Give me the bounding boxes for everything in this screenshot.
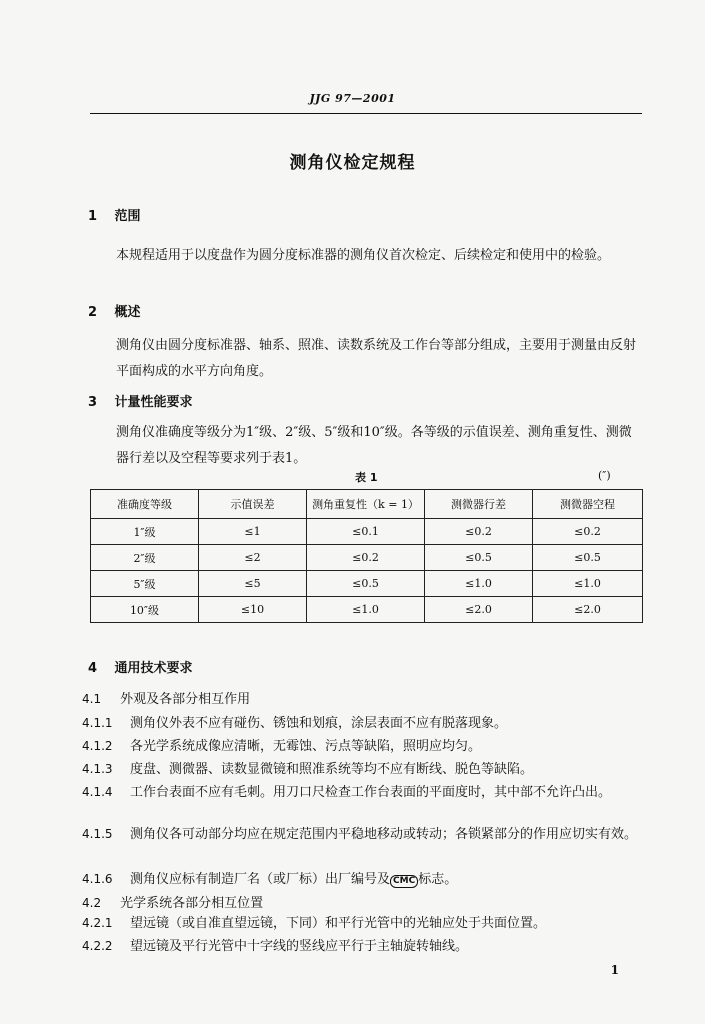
section-1-heading — [88, 205, 141, 224]
item-number: 4.2.2 — [82, 939, 113, 953]
subsection-number: 4.1 — [82, 692, 102, 706]
table-row — [91, 519, 643, 545]
section-1-text — [88, 243, 644, 269]
page-title: 测角仪检定规程 — [289, 153, 416, 173]
item-4-1-4 — [82, 782, 644, 803]
subsection-title: 外观及各部分相互作用 — [120, 692, 251, 707]
table-cell: ≤1.0 — [307, 597, 425, 623]
item-4-1-2 — [82, 736, 644, 757]
section-2-heading — [88, 301, 141, 320]
table-row — [91, 571, 643, 597]
paragraph: 测角仪由圆分度标准器、轴系、照准、读数系统及工作台等部分组成，主要用于测量由反射平面构成的水平方向角度。 — [116, 338, 637, 379]
header-cell: 示值误差 — [199, 490, 307, 519]
item-text: 望远镜及平行光管中十字线的竖线应平行于主轴旋转轴线。 — [130, 939, 469, 954]
subsection-4-1 — [82, 688, 250, 707]
requirements-table — [90, 489, 643, 623]
item-4-1-5 — [82, 824, 644, 845]
section-number: 4 — [88, 661, 98, 676]
section-4-heading — [88, 657, 193, 676]
item-text: 测角仪应标有制造厂名（或厂标）出厂编号及 — [130, 872, 391, 887]
header-cell: 测微器空程 — [533, 490, 643, 519]
running-header: JJG 97—2001 — [309, 92, 396, 105]
section-3-text — [88, 420, 644, 472]
header-cell: 测微器行差 — [425, 490, 533, 519]
subsection-title: 光学系统各部分相互位置 — [120, 896, 264, 911]
item-4-2-1 — [82, 913, 644, 934]
item-number: 4.1.5 — [82, 827, 113, 841]
item-4-1-6 — [82, 869, 644, 890]
header-cell: 测角重复性（k = 1） — [307, 490, 425, 519]
subsection-number: 4.2 — [82, 896, 102, 910]
table-cell: 5″级 — [91, 571, 199, 597]
item-4-1-1 — [82, 713, 644, 734]
table-cell: ≤5 — [199, 571, 307, 597]
table-cell: ≤0.5 — [533, 545, 643, 571]
section-number: 3 — [88, 395, 98, 410]
table-caption: 表 1 — [355, 471, 378, 484]
paragraph: 本规程适用于以度盘作为圆分度标准器的测角仪首次检定、后续检定和使用中的检验。 — [116, 248, 611, 263]
table-cell: ≤0.5 — [307, 571, 425, 597]
table-cell: ≤1.0 — [425, 571, 533, 597]
table-cell: 10″级 — [91, 597, 199, 623]
table-cell: ≤0.1 — [307, 519, 425, 545]
table-cell: ≤10 — [199, 597, 307, 623]
table-cell: ≤0.2 — [533, 519, 643, 545]
table-cell: ≤1 — [199, 519, 307, 545]
item-text: 工作台表面不应有毛刺。用刀口尺检查工作台表面的平面度时，其中部不允许凸出。 — [130, 785, 612, 800]
table-cell: ≤0.2 — [425, 519, 533, 545]
item-text: 测角仪各可动部分均应在规定范围内平稳地移动或转动；各锁紧部分的作用应切实有效。 — [130, 827, 638, 842]
header-cell: 准确度等级 — [91, 490, 199, 519]
table-header-row — [91, 490, 643, 519]
item-text: 各光学系统成像应清晰，无霉蚀、污点等缺陷，照明应均匀。 — [130, 739, 482, 754]
item-text-end: 标志。 — [418, 872, 458, 887]
table-row — [91, 545, 643, 571]
table-cell: ≤2.0 — [425, 597, 533, 623]
item-text: 度盘、测微器、读数显微镜和照准系统等均不应有断线、脱色等缺陷。 — [130, 762, 534, 777]
table-cell: 1″级 — [91, 519, 199, 545]
subsection-4-2 — [82, 892, 263, 911]
page-number: 1 — [610, 963, 619, 977]
header-rule — [90, 113, 642, 114]
item-number: 4.1.6 — [82, 872, 113, 886]
item-number: 4.2.1 — [82, 916, 113, 930]
table-cell: ≤0.5 — [425, 545, 533, 571]
section-title: 范围 — [114, 209, 141, 224]
item-number: 4.1.4 — [82, 785, 113, 799]
section-3-heading — [88, 391, 193, 410]
item-number: 4.1.1 — [82, 716, 113, 730]
section-number: 1 — [88, 209, 98, 224]
section-2-text — [88, 333, 644, 385]
section-title: 计量性能要求 — [114, 395, 193, 410]
table-cell: ≤2.0 — [533, 597, 643, 623]
table-cell: ≤0.2 — [307, 545, 425, 571]
section-title: 通用技术要求 — [114, 661, 193, 676]
item-4-1-3 — [82, 759, 644, 780]
section-title: 概述 — [114, 305, 141, 320]
table-row — [91, 597, 643, 623]
item-number: 4.1.3 — [82, 762, 113, 776]
cmc-mark-icon: CMC — [390, 875, 418, 888]
table-cell: ≤1.0 — [533, 571, 643, 597]
table-cell: 2″级 — [91, 545, 199, 571]
table-cell: ≤2 — [199, 545, 307, 571]
item-4-2-2 — [82, 936, 644, 957]
table-unit: (″) — [598, 469, 611, 482]
item-number: 4.1.2 — [82, 739, 113, 753]
section-number: 2 — [88, 305, 98, 320]
paragraph: 测角仪准确度等级分为1″级、2″级、5″级和10″级。各等级的示值误差、测角重复性、测微器行差以及空程等要求列于表1。 — [116, 425, 632, 466]
item-text: 测角仪外表不应有碰伤、锈蚀和划痕，涂层表面不应有脱落现象。 — [130, 716, 508, 731]
item-text: 望远镜（或自准直望远镜，下同）和平行光管中的光轴应处于共面位置。 — [130, 916, 547, 931]
